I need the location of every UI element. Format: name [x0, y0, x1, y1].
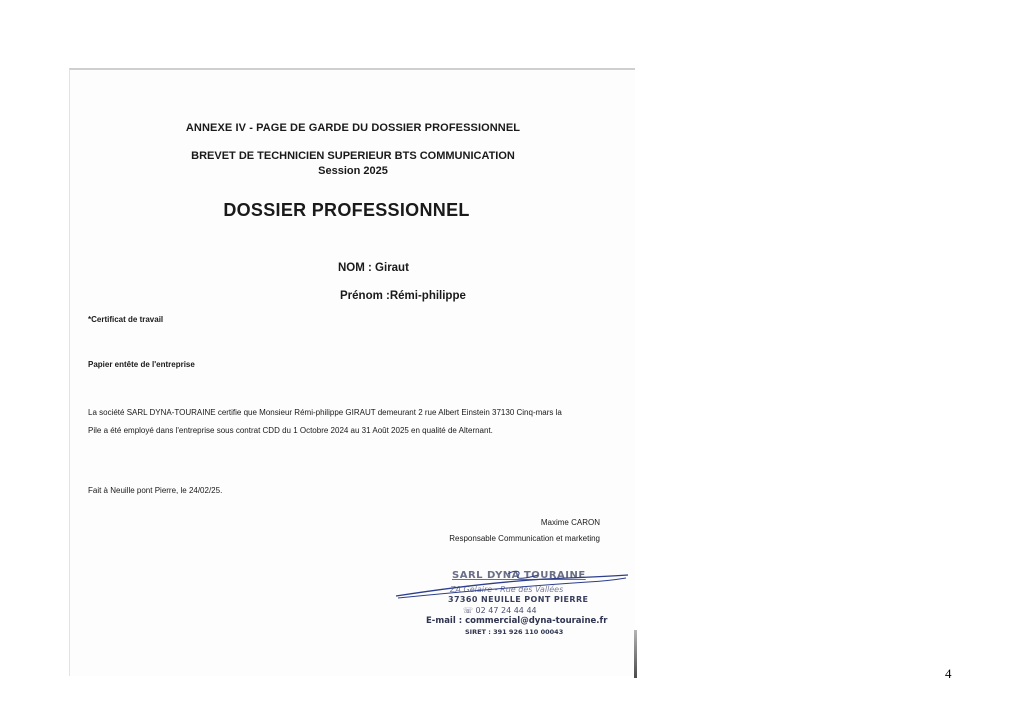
- nom-field: NOM : Giraut: [338, 262, 409, 274]
- prenom-field: Prénom :Rémi-philippe: [340, 290, 466, 302]
- stamp-company: SARL DYNA TOURAINE: [452, 570, 586, 581]
- signer-role: Responsable Communication et marketing: [449, 534, 600, 543]
- stamp-phone: ☏ 02 47 24 44 44: [463, 606, 537, 615]
- main-title: DOSSIER PROFESSIONNEL: [223, 200, 470, 220]
- stamp-street: ZA Gelaire - Rue des Vallées: [450, 585, 564, 594]
- annexe-title: ANNEXE IV - PAGE DE GARDE DU DOSSIER PROFESSIONNEL: [185, 122, 521, 134]
- session-label: Session 2025: [318, 165, 388, 177]
- scan-shadow-edge: [634, 630, 637, 678]
- stamp-email: E-mail : commercial@dyna-touraine.fr: [426, 616, 608, 626]
- scanned-certificate-page: [69, 68, 635, 676]
- papier-entete-label: Papier entête de l'entreprise: [88, 360, 195, 369]
- handwritten-signature: [388, 566, 638, 606]
- certificate-body-line-2: Pile a été employé dans l'entreprise sous contrat CDD du 1 Octobre 2024 au 31 Août 2025 en qualité de Alternant.: [88, 426, 493, 435]
- brevet-title: BREVET DE TECHNICIEN SUPERIEUR BTS COMMUNICATION: [191, 150, 515, 162]
- stamp-siret: SIRET : 391 926 110 00043: [465, 628, 564, 636]
- certificat-label: *Certificat de travail: [88, 315, 164, 324]
- stamp-city: 37360 NEUILLE PONT PIERRE: [448, 595, 589, 604]
- page-number: 4: [945, 666, 952, 681]
- signer-name: Maxime CARON: [540, 518, 600, 527]
- certificate-body-line-1: La société SARL DYNA-TOURAINE certifie que Monsieur Rémi-philippe GIRAUT demeurant 2 rue Albert Einstein 37130 Cinq-mars la: [88, 408, 562, 417]
- place-date-line: Fait à Neuille pont Pierre, le 24/02/25.: [88, 486, 223, 495]
